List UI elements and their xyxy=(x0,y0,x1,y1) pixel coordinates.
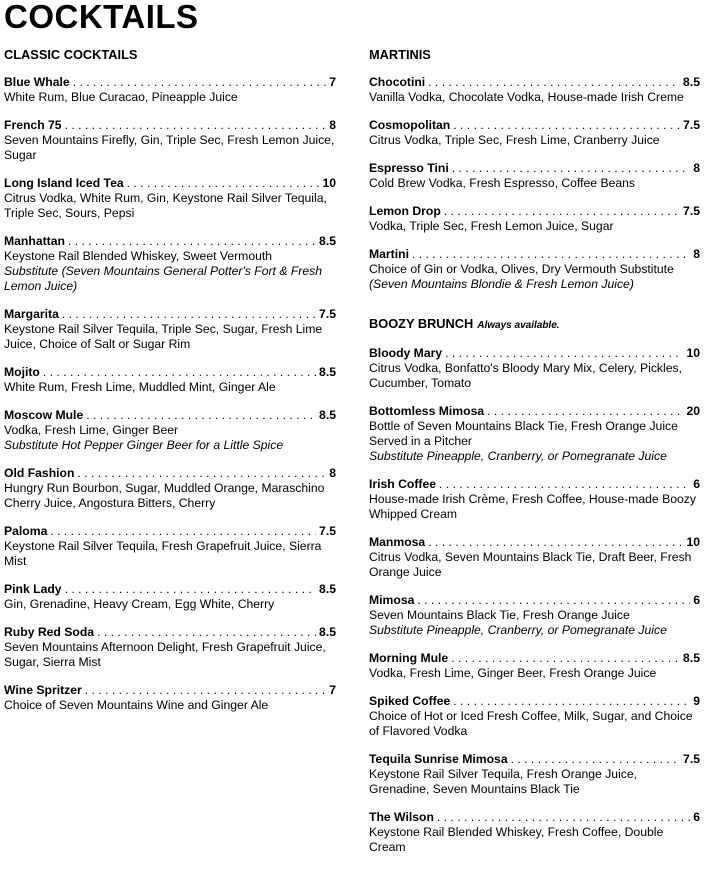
menu-item-description: House-made Irish Crème, Fresh Coffee, House-made Boozy Whipped Cream xyxy=(369,492,696,521)
menu-item-description: Keystone Rail Blended Whiskey, Fresh Coffee, Double Cream xyxy=(369,825,664,854)
menu-item-price: 8.5 xyxy=(319,408,336,422)
dot-leader xyxy=(62,307,316,322)
menu-item-price: 20 xyxy=(686,404,700,418)
page-title: COCKTAILS xyxy=(4,0,199,35)
menu-item xyxy=(4,234,336,294)
menu-item-header xyxy=(4,176,336,191)
martinis-heading: MARTINIS xyxy=(369,47,431,62)
dot-leader xyxy=(444,204,680,219)
menu-item-name: Bottomless Mimosa xyxy=(369,404,485,418)
menu-item-description: Seven Mountains Afternoon Delight, Fresh Grapefruit Juice, Sugar, Sierra Mist xyxy=(4,640,326,669)
menu-item-name: Pink Lady xyxy=(4,582,62,596)
menu-item-price: 8.5 xyxy=(683,651,700,665)
boozy-brunch-list xyxy=(369,346,700,855)
menu-item xyxy=(369,810,700,855)
menu-item xyxy=(369,694,700,739)
menu-item-header xyxy=(369,593,700,608)
menu-item-header xyxy=(4,466,336,481)
dot-leader xyxy=(73,75,327,90)
menu-item-header xyxy=(4,234,336,249)
dot-leader xyxy=(453,118,680,133)
menu-item-description: Vodka, Fresh Lime, Ginger Beer xyxy=(4,423,179,437)
menu-item-description: Keystone Rail Silver Tequila, Fresh Grapefruit Juice, Sierra Mist xyxy=(4,539,322,568)
menu-item-description: Choice of Seven Mountains Wine and Ginger Ale xyxy=(4,698,269,712)
menu-item-name: Blue Whale xyxy=(4,75,70,89)
menu-item-header xyxy=(369,404,700,419)
menu-item-price: 7.5 xyxy=(319,307,336,321)
menu-item-header xyxy=(4,365,336,380)
dot-leader xyxy=(97,625,316,640)
dot-leader xyxy=(50,524,316,539)
menu-item-price: 10 xyxy=(322,176,336,190)
menu-item-header xyxy=(4,408,336,423)
menu-item-name: Tequila Sunrise Mimosa xyxy=(369,752,508,766)
dot-leader xyxy=(43,365,316,380)
menu-item-price: 10 xyxy=(686,346,700,360)
menu-item-header xyxy=(369,118,700,133)
menu-item xyxy=(369,161,700,191)
menu-item-name: Espresso Tini xyxy=(369,161,449,175)
menu-item-price: 9 xyxy=(693,694,700,708)
menu-item-price: 7.5 xyxy=(683,204,700,218)
menu-item-substitute-note: Substitute Hot Pepper Ginger Beer for a Little Spice xyxy=(4,438,284,452)
menu-item-name: Manmosa xyxy=(369,535,426,549)
menu-item xyxy=(369,593,700,638)
menu-item-name: Paloma xyxy=(4,524,48,538)
dot-leader xyxy=(428,75,680,90)
menu-item-description: Vodka, Triple Sec, Fresh Lemon Juice, Sugar xyxy=(369,219,614,233)
dot-leader xyxy=(417,593,690,608)
menu-item-name: Margarita xyxy=(4,307,59,321)
dot-leader xyxy=(439,477,690,492)
menu-item-header xyxy=(4,524,336,539)
menu-item-price: 6 xyxy=(693,477,700,491)
dot-leader xyxy=(65,582,316,597)
menu-item-header xyxy=(4,75,336,90)
menu-item-description: Citrus Vodka, White Rum, Gin, Keystone Rail Silver Tequila, Triple Sec, Sours, Pepsi xyxy=(4,191,327,220)
menu-item-substitute-note: Substitute Pineapple, Cranberry, or Pomegranate Juice xyxy=(369,623,667,637)
dot-leader xyxy=(487,404,683,419)
menu-item-header xyxy=(369,752,700,767)
menu-item xyxy=(4,408,336,453)
menu-item-substitute-note: Substitute Pineapple, Cranberry, or Pomegranate Juice xyxy=(369,449,667,463)
menu-item-header xyxy=(4,582,336,597)
menu-item-name: The Wilson xyxy=(369,810,434,824)
classic-cocktails-column xyxy=(4,47,336,726)
menu-item-price: 8.5 xyxy=(319,582,336,596)
menu-item-substitute-note: (Seven Mountains Blondie & Fresh Lemon Juice) xyxy=(369,277,634,291)
menu-item-price: 6 xyxy=(693,593,700,607)
menu-item-name: Moscow Mule xyxy=(4,408,84,422)
dot-leader xyxy=(453,694,690,709)
dot-leader xyxy=(85,683,326,698)
dot-leader xyxy=(437,810,690,825)
menu-item-price: 8 xyxy=(329,466,336,480)
menu-item-description: Keystone Rail Silver Tequila, Triple Sec, Sugar, Fresh Lime Juice, Choice of Salt or Sugar Rim xyxy=(4,322,323,351)
menu-item xyxy=(4,466,336,511)
menu-item xyxy=(4,365,336,395)
dot-leader xyxy=(68,234,316,249)
menu-item-header xyxy=(369,247,700,262)
menu-item xyxy=(4,524,336,569)
menu-item-header xyxy=(4,683,336,698)
menu-item xyxy=(369,752,700,797)
menu-item-description: Citrus Vodka, Bonfatto's Bloody Mary Mix, Celery, Pickles, Cucumber, Tomato xyxy=(369,361,682,390)
menu-item-price: 8 xyxy=(693,247,700,261)
menu-item-description: Cold Brew Vodka, Fresh Espresso, Coffee Beans xyxy=(369,176,636,190)
menu-item xyxy=(4,582,336,612)
menu-item-description: Hungry Run Bourbon, Sugar, Muddled Orange, Maraschino Cherry Juice, Angostura Bitters, Cherry xyxy=(4,481,325,510)
menu-item-price: 6 xyxy=(693,810,700,824)
dot-leader xyxy=(445,346,683,361)
menu-item-header xyxy=(369,346,700,361)
menu-item xyxy=(369,404,700,464)
menu-item-header xyxy=(369,477,700,492)
dot-leader xyxy=(77,466,326,481)
menu-item-description: Bottle of Seven Mountains Black Tie, Fresh Orange Juice Served in a Pitcher xyxy=(369,419,678,448)
martinis-list xyxy=(369,75,700,292)
menu-item-description: White Rum, Fresh Lime, Muddled Mint, Ginger Ale xyxy=(4,380,276,394)
boozy-brunch-note: Always available. xyxy=(477,320,560,331)
menu-item-description: Citrus Vodka, Triple Sec, Fresh Lime, Cranberry Juice xyxy=(369,133,660,147)
menu-item-name: Wine Spritzer xyxy=(4,683,82,697)
menu-item xyxy=(4,176,336,221)
menu-item-name: Irish Coffee xyxy=(369,477,437,491)
menu-item-name: Bloody Mary xyxy=(369,346,443,360)
menu-item-price: 7 xyxy=(329,683,336,697)
menu-item-description: Gin, Grenadine, Heavy Cream, Egg White, Cherry xyxy=(4,597,275,611)
menu-item-name: Ruby Red Soda xyxy=(4,625,95,639)
dot-leader xyxy=(412,247,690,262)
menu-item-description: Choice of Hot or Iced Fresh Coffee, Milk, Sugar, and Choice of Flavored Vodka xyxy=(369,709,693,738)
menu-item-description: Vanilla Vodka, Chocolate Vodka, House-made Irish Creme xyxy=(369,90,684,104)
dot-leader xyxy=(511,752,680,767)
menu-item-header xyxy=(4,118,336,133)
dot-leader xyxy=(451,651,680,666)
menu-item-header xyxy=(369,694,700,709)
menu-item-description: Seven Mountains Black Tie, Fresh Orange Juice xyxy=(369,608,630,622)
menu-item-price: 8.5 xyxy=(683,75,700,89)
dot-leader xyxy=(428,535,683,550)
menu-item-price: 8.5 xyxy=(319,625,336,639)
right-column xyxy=(369,47,700,868)
menu-item-name: Old Fashion xyxy=(4,466,75,480)
menu-item-description: White Rum, Blue Curacao, Pineapple Juice xyxy=(4,90,238,104)
menu-item-name: Morning Mule xyxy=(369,651,449,665)
menu-item xyxy=(369,346,700,391)
menu-item-header xyxy=(369,651,700,666)
menu-item xyxy=(4,118,336,163)
menu-item-price: 8.5 xyxy=(319,234,336,248)
menu-item xyxy=(369,75,700,105)
menu-item xyxy=(4,683,336,713)
menu-item xyxy=(369,535,700,580)
menu-item xyxy=(4,625,336,670)
menu-item-substitute-note: Substitute (Seven Mountains General Potter's Fort & Fresh Lemon Juice) xyxy=(4,264,322,293)
menu-item-name: Cosmopolitan xyxy=(369,118,451,132)
menu-item-description: Keystone Rail Silver Tequila, Fresh Orange Juice, Grenadine, Seven Mountains Black Tie xyxy=(369,767,638,796)
menu-item xyxy=(369,247,700,292)
menu-item-name: Long Island Iced Tea xyxy=(4,176,124,190)
menu-item-name: Mimosa xyxy=(369,593,415,607)
menu-item-price: 7.5 xyxy=(683,752,700,766)
menu-item xyxy=(369,477,700,522)
menu-item xyxy=(4,307,336,352)
dot-leader xyxy=(127,176,320,191)
menu-item-header xyxy=(369,810,700,825)
menu-item-price: 10 xyxy=(686,535,700,549)
menu-item-price: 7.5 xyxy=(319,524,336,538)
menu-item-name: Manhattan xyxy=(4,234,65,248)
classic-cocktails-list xyxy=(4,75,336,713)
menu-item xyxy=(369,118,700,148)
menu-item-price: 8 xyxy=(329,118,336,132)
menu-item-description: Vodka, Fresh Lime, Ginger Beer, Fresh Orange Juice xyxy=(369,666,657,680)
classic-cocktails-heading: CLASSIC COCKTAILS xyxy=(4,47,138,62)
menu-item-name: Lemon Drop xyxy=(369,204,441,218)
menu-item-name: Chocotini xyxy=(369,75,426,89)
menu-item-name: Spiked Coffee xyxy=(369,694,451,708)
menu-item-header xyxy=(369,204,700,219)
menu-item-header xyxy=(369,161,700,176)
menu-item-name: Mojito xyxy=(4,365,40,379)
dot-leader xyxy=(86,408,316,423)
menu-item-price: 7.5 xyxy=(683,118,700,132)
dot-leader xyxy=(452,161,691,176)
boozy-brunch-title: BOOZY BRUNCH xyxy=(369,316,474,331)
menu-item-name: Martini xyxy=(369,247,409,261)
menu-item-description: Citrus Vodka, Seven Mountains Black Tie, Draft Beer, Fresh Orange Juice xyxy=(369,550,692,579)
menu-item xyxy=(369,651,700,681)
menu-item-header xyxy=(4,625,336,640)
menu-item xyxy=(4,75,336,105)
menu-item-price: 8 xyxy=(693,161,700,175)
dot-leader xyxy=(65,118,327,133)
menu-item xyxy=(369,204,700,234)
menu-item-header xyxy=(4,307,336,322)
menu-item-price: 8.5 xyxy=(319,365,336,379)
menu-item-description: Choice of Gin or Vodka, Olives, Dry Vermouth Substitute xyxy=(369,262,674,276)
menu-item-price: 7 xyxy=(329,75,336,89)
menu-item-header xyxy=(369,535,700,550)
boozy-brunch-heading xyxy=(369,316,700,334)
menu-item-description: Seven Mountains Firefly, Gin, Triple Sec, Fresh Lemon Juice, Sugar xyxy=(4,133,335,162)
menu-item-name: French 75 xyxy=(4,118,62,132)
menu-item-description: Keystone Rail Blended Whiskey, Sweet Vermouth xyxy=(4,249,273,263)
menu-item-header xyxy=(369,75,700,90)
